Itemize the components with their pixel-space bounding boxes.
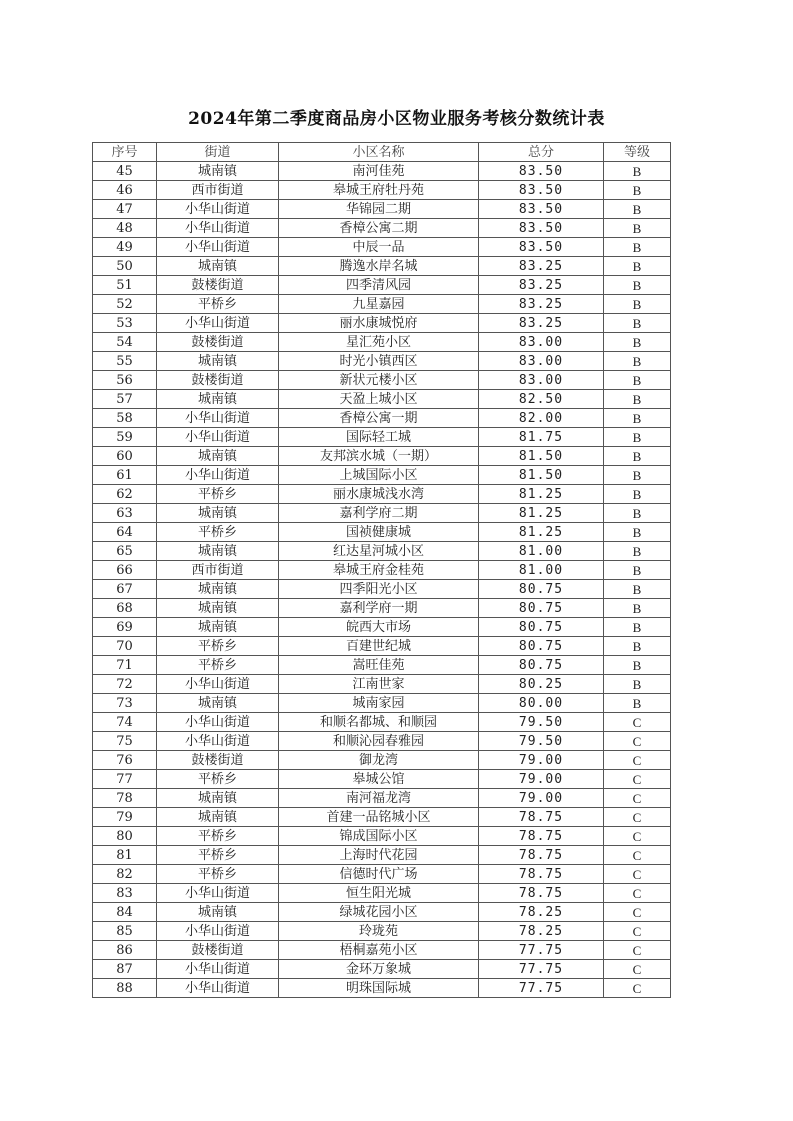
cell-grade: C — [604, 808, 671, 827]
table-body — [93, 162, 671, 998]
cell-grade: C — [604, 846, 671, 865]
header-total-score: 总分 — [479, 143, 604, 162]
cell-street: 平桥乡 — [157, 523, 279, 542]
cell-seq: 82 — [93, 865, 157, 884]
cell-community-name: 丽水康城浅水湾 — [279, 485, 479, 504]
cell-street: 小华山街道 — [157, 428, 279, 447]
table-row — [93, 276, 671, 295]
cell-grade: B — [604, 333, 671, 352]
cell-seq: 67 — [93, 580, 157, 599]
cell-total-score: 81.75 — [479, 428, 604, 447]
cell-seq: 81 — [93, 846, 157, 865]
cell-total-score: 78.75 — [479, 846, 604, 865]
cell-community-name: 四季阳光小区 — [279, 580, 479, 599]
cell-community-name: 嘉利学府一期 — [279, 599, 479, 618]
cell-total-score: 82.00 — [479, 409, 604, 428]
cell-total-score: 83.00 — [479, 371, 604, 390]
table-row — [93, 504, 671, 523]
cell-community-name: 玲珑苑 — [279, 922, 479, 941]
cell-community-name: 九星嘉园 — [279, 295, 479, 314]
cell-grade: B — [604, 485, 671, 504]
table-row — [93, 751, 671, 770]
cell-seq: 53 — [93, 314, 157, 333]
cell-total-score: 83.50 — [479, 162, 604, 181]
table-row — [93, 580, 671, 599]
cell-seq: 80 — [93, 827, 157, 846]
cell-community-name: 皋城王府金桂苑 — [279, 561, 479, 580]
cell-community-name: 首建一品铭城小区 — [279, 808, 479, 827]
cell-total-score: 83.00 — [479, 352, 604, 371]
table-row — [93, 314, 671, 333]
cell-total-score: 83.50 — [479, 181, 604, 200]
cell-street: 城南镇 — [157, 542, 279, 561]
cell-total-score: 82.50 — [479, 390, 604, 409]
cell-grade: B — [604, 162, 671, 181]
cell-community-name: 丽水康城悦府 — [279, 314, 479, 333]
cell-community-name: 绿城花园小区 — [279, 903, 479, 922]
cell-total-score: 83.25 — [479, 314, 604, 333]
cell-community-name: 星汇苑小区 — [279, 333, 479, 352]
cell-grade: B — [604, 656, 671, 675]
cell-total-score: 83.50 — [479, 219, 604, 238]
cell-seq: 87 — [93, 960, 157, 979]
cell-seq: 64 — [93, 523, 157, 542]
table-row — [93, 428, 671, 447]
cell-seq: 75 — [93, 732, 157, 751]
cell-community-name: 江南世家 — [279, 675, 479, 694]
cell-total-score: 77.75 — [479, 960, 604, 979]
cell-grade: C — [604, 979, 671, 998]
cell-total-score: 80.75 — [479, 580, 604, 599]
table-row — [93, 390, 671, 409]
cell-total-score: 78.75 — [479, 865, 604, 884]
cell-seq: 55 — [93, 352, 157, 371]
cell-total-score: 79.00 — [479, 770, 604, 789]
cell-grade: B — [604, 295, 671, 314]
cell-street: 小华山街道 — [157, 466, 279, 485]
cell-street: 平桥乡 — [157, 865, 279, 884]
cell-street: 城南镇 — [157, 162, 279, 181]
cell-street: 小华山街道 — [157, 409, 279, 428]
cell-grade: B — [604, 523, 671, 542]
cell-seq: 76 — [93, 751, 157, 770]
cell-seq: 54 — [93, 333, 157, 352]
cell-street: 小华山街道 — [157, 960, 279, 979]
table-row — [93, 941, 671, 960]
cell-seq: 57 — [93, 390, 157, 409]
cell-street: 鼓楼街道 — [157, 751, 279, 770]
cell-community-name: 香樟公寓二期 — [279, 219, 479, 238]
cell-seq: 58 — [93, 409, 157, 428]
cell-grade: C — [604, 865, 671, 884]
cell-total-score: 78.25 — [479, 922, 604, 941]
cell-seq: 47 — [93, 200, 157, 219]
cell-community-name: 百建世纪城 — [279, 637, 479, 656]
table-row — [93, 732, 671, 751]
cell-grade: C — [604, 960, 671, 979]
cell-total-score: 81.00 — [479, 542, 604, 561]
cell-total-score: 83.25 — [479, 295, 604, 314]
cell-total-score: 80.75 — [479, 599, 604, 618]
cell-seq: 71 — [93, 656, 157, 675]
cell-grade: C — [604, 922, 671, 941]
cell-seq: 72 — [93, 675, 157, 694]
table-row — [93, 466, 671, 485]
cell-grade: C — [604, 751, 671, 770]
cell-community-name: 和顺沁园春雅园 — [279, 732, 479, 751]
cell-community-name: 皋城王府牡丹苑 — [279, 181, 479, 200]
cell-seq: 56 — [93, 371, 157, 390]
cell-street: 小华山街道 — [157, 922, 279, 941]
cell-grade: C — [604, 770, 671, 789]
cell-seq: 84 — [93, 903, 157, 922]
cell-total-score: 78.75 — [479, 884, 604, 903]
cell-total-score: 81.00 — [479, 561, 604, 580]
cell-total-score: 80.00 — [479, 694, 604, 713]
table-header-row — [93, 143, 671, 162]
cell-seq: 74 — [93, 713, 157, 732]
cell-total-score: 83.50 — [479, 238, 604, 257]
cell-grade: C — [604, 732, 671, 751]
table-row — [93, 257, 671, 276]
cell-street: 城南镇 — [157, 580, 279, 599]
table-row — [93, 675, 671, 694]
cell-street: 鼓楼街道 — [157, 333, 279, 352]
cell-community-name: 皋城公馆 — [279, 770, 479, 789]
cell-community-name: 上海时代花园 — [279, 846, 479, 865]
cell-grade: B — [604, 371, 671, 390]
table-row — [93, 238, 671, 257]
cell-grade: B — [604, 276, 671, 295]
table-row — [93, 561, 671, 580]
cell-total-score: 81.50 — [479, 466, 604, 485]
cell-total-score: 79.50 — [479, 732, 604, 751]
table-row — [93, 523, 671, 542]
cell-total-score: 77.75 — [479, 941, 604, 960]
cell-total-score: 78.75 — [479, 808, 604, 827]
cell-total-score: 83.00 — [479, 333, 604, 352]
cell-street: 城南镇 — [157, 903, 279, 922]
cell-grade: B — [604, 352, 671, 371]
cell-seq: 63 — [93, 504, 157, 523]
cell-seq: 65 — [93, 542, 157, 561]
cell-community-name: 明珠国际城 — [279, 979, 479, 998]
cell-grade: C — [604, 713, 671, 732]
cell-grade: B — [604, 675, 671, 694]
table-row — [93, 371, 671, 390]
table-row — [93, 713, 671, 732]
table-row — [93, 352, 671, 371]
cell-community-name: 皖西大市场 — [279, 618, 479, 637]
document-title: 2024年第二季度商品房小区物业服务考核分数统计表 — [188, 109, 605, 129]
cell-grade: B — [604, 618, 671, 637]
cell-grade: B — [604, 447, 671, 466]
table-row — [93, 694, 671, 713]
cell-grade: B — [604, 390, 671, 409]
score-table — [92, 142, 671, 998]
cell-street: 小华山街道 — [157, 314, 279, 333]
cell-community-name: 恒生阳光城 — [279, 884, 479, 903]
table-row — [93, 846, 671, 865]
cell-community-name: 梧桐嘉苑小区 — [279, 941, 479, 960]
cell-community-name: 嘉利学府二期 — [279, 504, 479, 523]
cell-seq: 83 — [93, 884, 157, 903]
cell-total-score: 79.50 — [479, 713, 604, 732]
cell-community-name: 四季清风园 — [279, 276, 479, 295]
cell-total-score: 79.00 — [479, 789, 604, 808]
cell-grade: B — [604, 504, 671, 523]
cell-community-name: 国祯健康城 — [279, 523, 479, 542]
header-community-name: 小区名称 — [279, 143, 479, 162]
cell-grade: C — [604, 789, 671, 808]
cell-seq: 45 — [93, 162, 157, 181]
cell-street: 小华山街道 — [157, 238, 279, 257]
cell-street: 城南镇 — [157, 599, 279, 618]
table-row — [93, 884, 671, 903]
cell-seq: 49 — [93, 238, 157, 257]
cell-seq: 78 — [93, 789, 157, 808]
table-row — [93, 827, 671, 846]
cell-total-score: 80.75 — [479, 637, 604, 656]
table-row — [93, 485, 671, 504]
cell-total-score: 80.25 — [479, 675, 604, 694]
cell-seq: 68 — [93, 599, 157, 618]
cell-street: 城南镇 — [157, 694, 279, 713]
cell-total-score: 78.75 — [479, 827, 604, 846]
cell-community-name: 友邦滨水城（一期） — [279, 447, 479, 466]
table-row — [93, 181, 671, 200]
cell-grade: B — [604, 200, 671, 219]
cell-seq: 79 — [93, 808, 157, 827]
cell-street: 小华山街道 — [157, 732, 279, 751]
cell-grade: B — [604, 257, 671, 276]
cell-total-score: 83.50 — [479, 200, 604, 219]
table-row — [93, 922, 671, 941]
cell-community-name: 腾逸水岸名城 — [279, 257, 479, 276]
cell-grade: B — [604, 694, 671, 713]
cell-community-name: 天盈上城小区 — [279, 390, 479, 409]
cell-street: 城南镇 — [157, 618, 279, 637]
cell-grade: C — [604, 827, 671, 846]
cell-seq: 88 — [93, 979, 157, 998]
cell-seq: 73 — [93, 694, 157, 713]
cell-street: 小华山街道 — [157, 219, 279, 238]
cell-total-score: 83.25 — [479, 257, 604, 276]
cell-seq: 50 — [93, 257, 157, 276]
table-row — [93, 447, 671, 466]
cell-street: 平桥乡 — [157, 846, 279, 865]
table-row — [93, 789, 671, 808]
cell-grade: B — [604, 238, 671, 257]
table-row — [93, 333, 671, 352]
table-row — [93, 865, 671, 884]
cell-street: 小华山街道 — [157, 713, 279, 732]
table-row — [93, 162, 671, 181]
cell-grade: B — [604, 314, 671, 333]
cell-street: 鼓楼街道 — [157, 371, 279, 390]
cell-community-name: 城南家园 — [279, 694, 479, 713]
cell-street: 小华山街道 — [157, 979, 279, 998]
cell-street: 平桥乡 — [157, 770, 279, 789]
table-row — [93, 219, 671, 238]
cell-total-score: 81.25 — [479, 504, 604, 523]
cell-grade: C — [604, 884, 671, 903]
cell-community-name: 信德时代广场 — [279, 865, 479, 884]
cell-community-name: 金环万象城 — [279, 960, 479, 979]
table-row — [93, 656, 671, 675]
header-seq: 序号 — [93, 143, 157, 162]
cell-street: 城南镇 — [157, 390, 279, 409]
cell-total-score: 80.75 — [479, 618, 604, 637]
cell-total-score: 79.00 — [479, 751, 604, 770]
cell-community-name: 御龙湾 — [279, 751, 479, 770]
cell-community-name: 上城国际小区 — [279, 466, 479, 485]
table-row — [93, 542, 671, 561]
cell-seq: 85 — [93, 922, 157, 941]
table-row — [93, 409, 671, 428]
cell-street: 小华山街道 — [157, 675, 279, 694]
cell-seq: 51 — [93, 276, 157, 295]
table-row — [93, 770, 671, 789]
cell-street: 城南镇 — [157, 447, 279, 466]
cell-total-score: 81.25 — [479, 523, 604, 542]
cell-seq: 77 — [93, 770, 157, 789]
cell-community-name: 中辰一品 — [279, 238, 479, 257]
cell-street: 城南镇 — [157, 257, 279, 276]
cell-total-score: 83.25 — [479, 276, 604, 295]
table-row — [93, 808, 671, 827]
cell-grade: B — [604, 561, 671, 580]
cell-community-name: 国际轻工城 — [279, 428, 479, 447]
cell-community-name: 嵩旺佳苑 — [279, 656, 479, 675]
header-grade: 等级 — [604, 143, 671, 162]
table-row — [93, 599, 671, 618]
cell-grade: B — [604, 181, 671, 200]
cell-street: 鼓楼街道 — [157, 941, 279, 960]
cell-grade: B — [604, 599, 671, 618]
cell-community-name: 锦成国际小区 — [279, 827, 479, 846]
cell-street: 城南镇 — [157, 352, 279, 371]
cell-community-name: 红达星河城小区 — [279, 542, 479, 561]
cell-street: 平桥乡 — [157, 656, 279, 675]
cell-street: 小华山街道 — [157, 884, 279, 903]
cell-community-name: 新状元楼小区 — [279, 371, 479, 390]
table-row — [93, 200, 671, 219]
cell-street: 平桥乡 — [157, 295, 279, 314]
cell-street: 鼓楼街道 — [157, 276, 279, 295]
cell-total-score: 81.25 — [479, 485, 604, 504]
cell-community-name: 和顺名都城、和顺园 — [279, 713, 479, 732]
cell-grade: B — [604, 428, 671, 447]
cell-total-score: 80.75 — [479, 656, 604, 675]
cell-grade: C — [604, 941, 671, 960]
cell-street: 城南镇 — [157, 504, 279, 523]
cell-seq: 66 — [93, 561, 157, 580]
cell-seq: 70 — [93, 637, 157, 656]
table-row — [93, 903, 671, 922]
cell-seq: 52 — [93, 295, 157, 314]
header-street: 街道 — [157, 143, 279, 162]
cell-street: 西市街道 — [157, 181, 279, 200]
cell-seq: 86 — [93, 941, 157, 960]
cell-total-score: 81.50 — [479, 447, 604, 466]
cell-community-name: 南河佳苑 — [279, 162, 479, 181]
cell-community-name: 南河福龙湾 — [279, 789, 479, 808]
cell-street: 平桥乡 — [157, 637, 279, 656]
cell-grade: B — [604, 466, 671, 485]
cell-community-name: 华锦园二期 — [279, 200, 479, 219]
cell-street: 西市街道 — [157, 561, 279, 580]
cell-seq: 59 — [93, 428, 157, 447]
cell-seq: 48 — [93, 219, 157, 238]
cell-grade: B — [604, 542, 671, 561]
cell-street: 平桥乡 — [157, 485, 279, 504]
table-row — [93, 960, 671, 979]
cell-street: 城南镇 — [157, 789, 279, 808]
cell-street: 城南镇 — [157, 808, 279, 827]
cell-total-score: 78.25 — [479, 903, 604, 922]
cell-street: 小华山街道 — [157, 200, 279, 219]
table-row — [93, 618, 671, 637]
cell-grade: B — [604, 219, 671, 238]
cell-street: 平桥乡 — [157, 827, 279, 846]
cell-grade: B — [604, 580, 671, 599]
cell-seq: 69 — [93, 618, 157, 637]
cell-community-name: 香樟公寓一期 — [279, 409, 479, 428]
table-row — [93, 637, 671, 656]
cell-grade: B — [604, 637, 671, 656]
cell-seq: 46 — [93, 181, 157, 200]
cell-seq: 62 — [93, 485, 157, 504]
cell-grade: B — [604, 409, 671, 428]
cell-grade: C — [604, 903, 671, 922]
cell-seq: 61 — [93, 466, 157, 485]
cell-community-name: 时光小镇西区 — [279, 352, 479, 371]
table-row — [93, 979, 671, 998]
cell-seq: 60 — [93, 447, 157, 466]
cell-total-score: 77.75 — [479, 979, 604, 998]
table-row — [93, 295, 671, 314]
